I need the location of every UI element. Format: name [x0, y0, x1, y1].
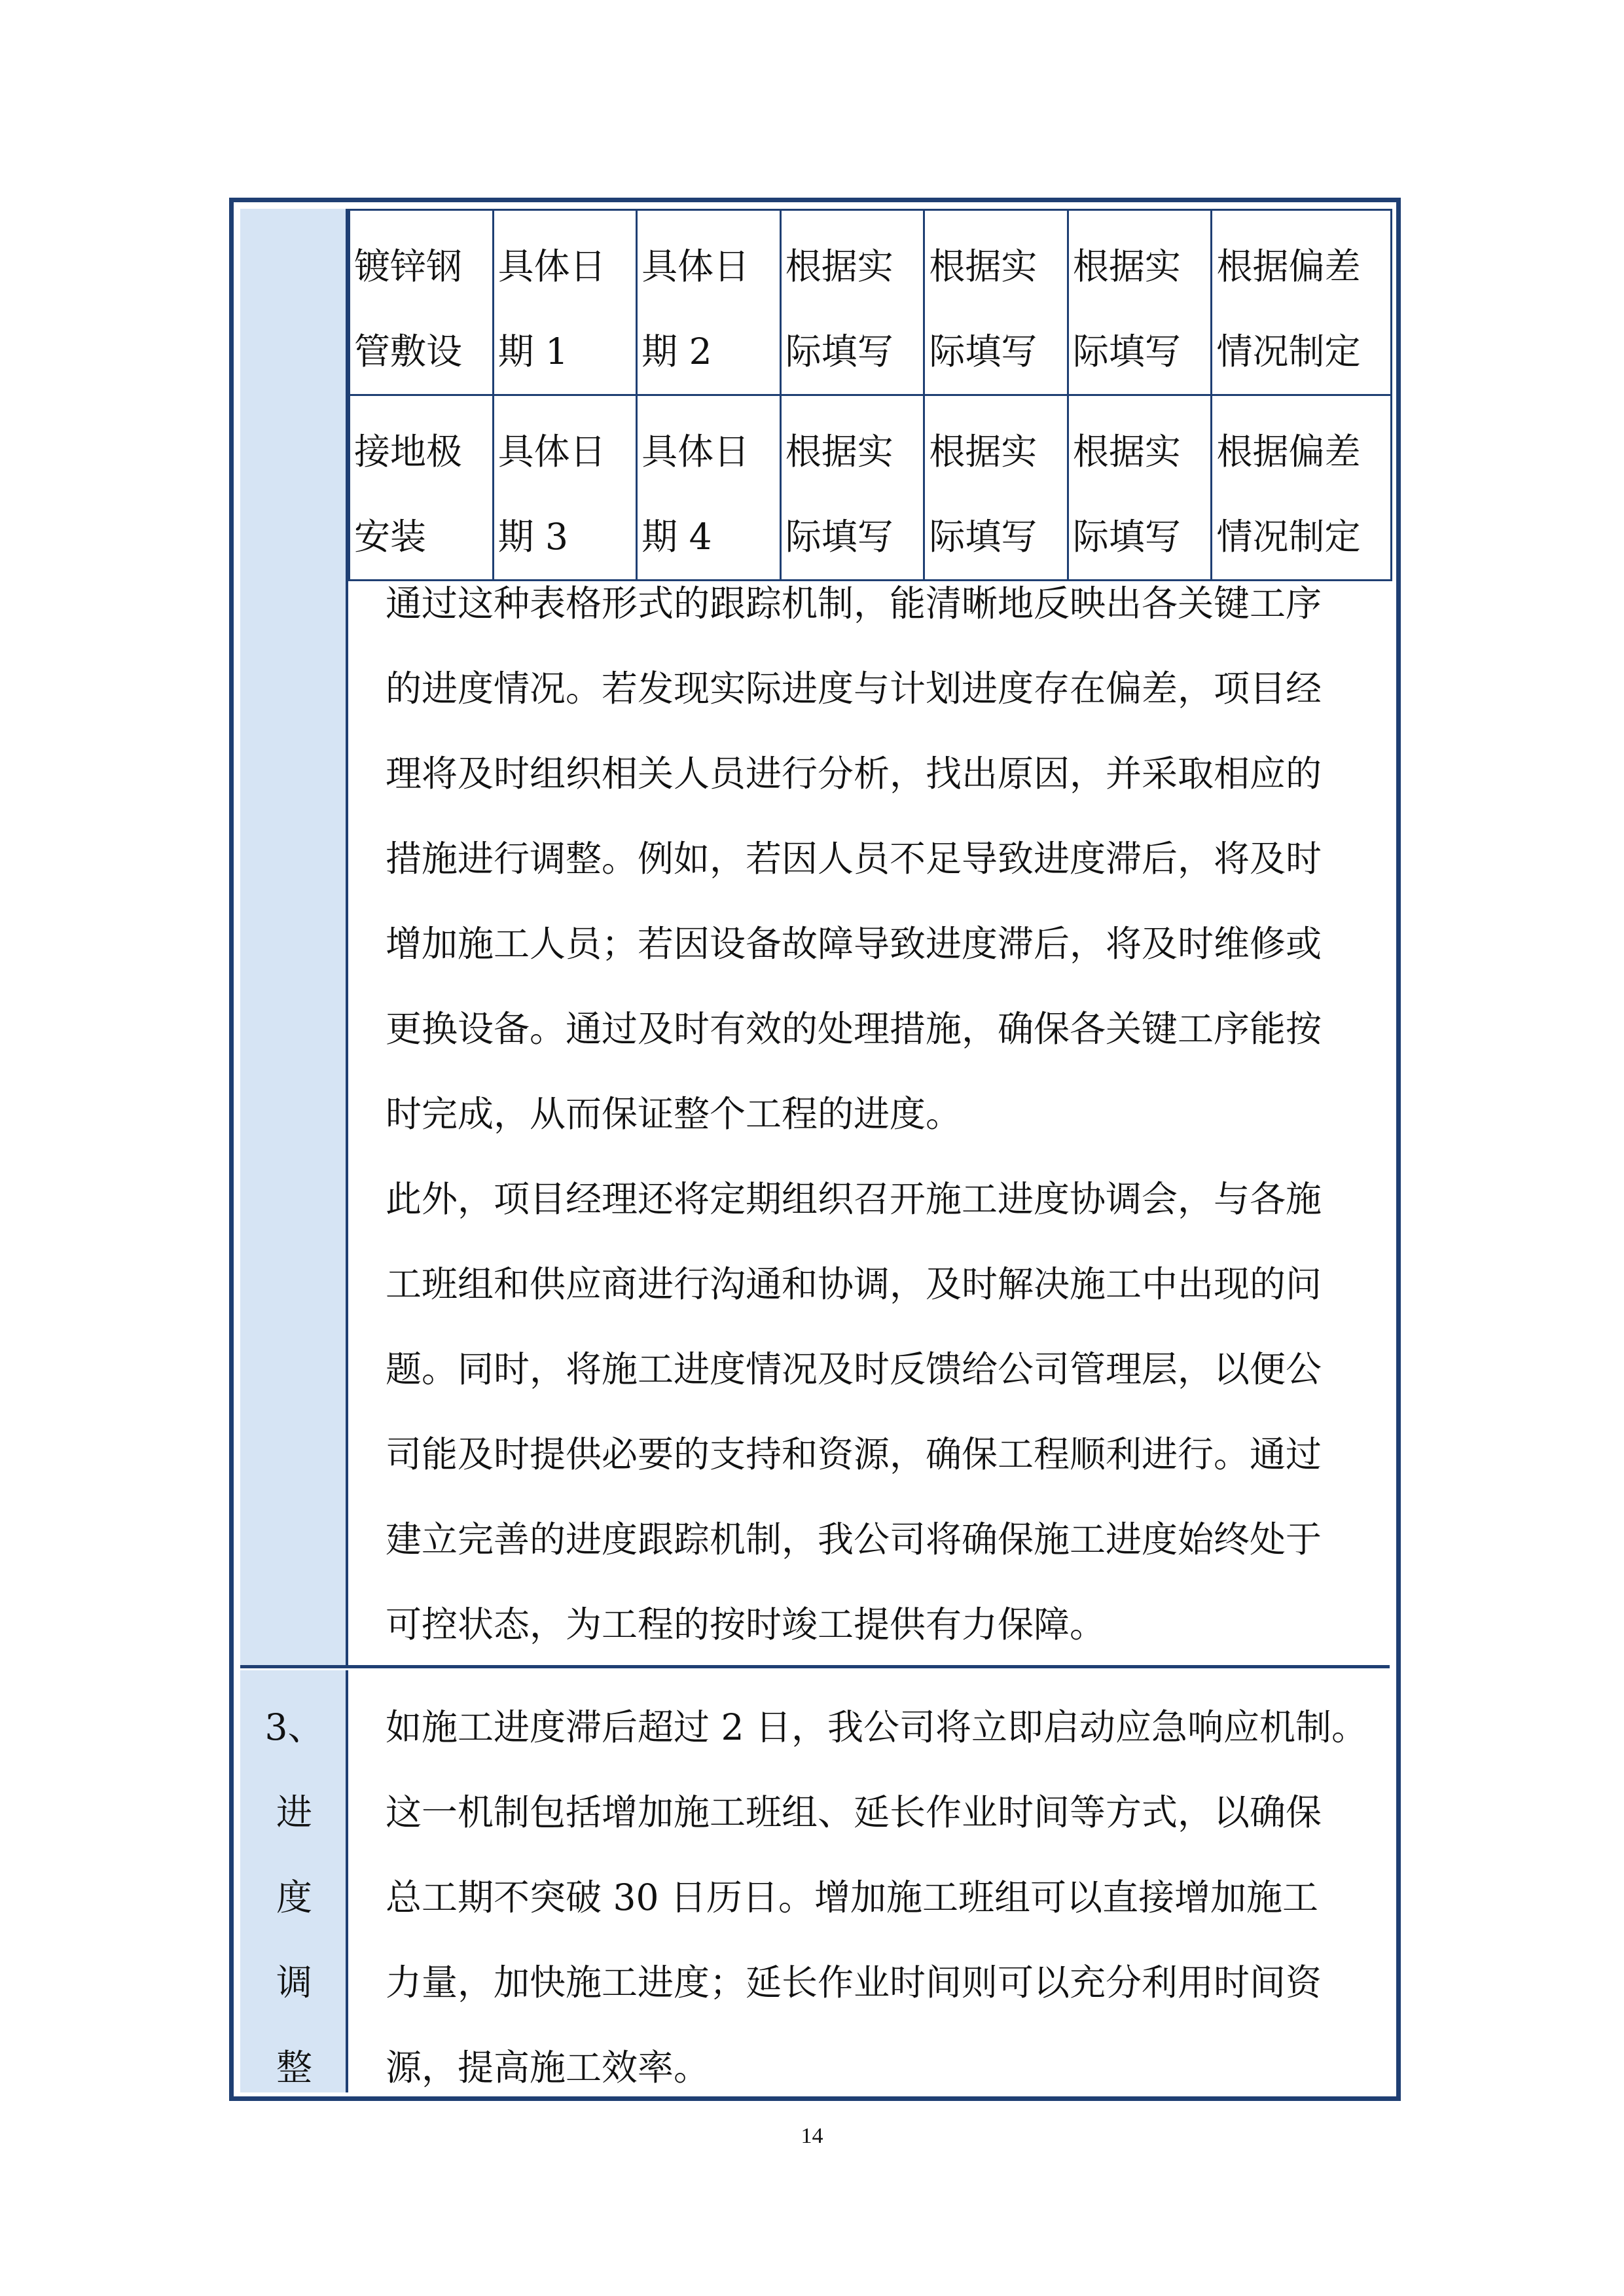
section-label-schedule-adjustment: 3、 进 度 调 整: [264, 1706, 324, 2089]
paragraph-tracking-explanation: 通过这种表格形式的跟踪机制，能清晰地反映出各关键工序 的进度情况。若发现实际进度与计划进度存在偏差，项目经 理将及时组织相关人员进行分析，找出原因，并采取相应的 措施进行调整。例如，若因人员不足导致进度滞后，将及时 增加施工人员；若因设备故障导致进度滞后，将及时维修或 更换设备。通过及时有效的处理措施，确保各关键工序能按 时完成，从而保证整个工程的进度。: [386, 583, 1322, 1135]
table-cell-plan-end: 具体日 期 2: [637, 210, 781, 395]
table-cell-actual-start: 根据实 际填写: [780, 395, 924, 581]
document-frame: [229, 198, 1401, 2101]
table-cell-plan-start: 具体日 期 1: [493, 210, 637, 395]
paragraph-coordination-meetings: 此外，项目经理还将定期组织召开施工进度协调会，与各施 工班组和供应商进行沟通和协调，及时解决施工中出现的问 题。同时，将施工进度情况及时反馈给公司管理层，以便公 司能及时提供必要的支持和资源，确保工程顺利进行。通过 建立完善的进度跟踪机制，我公司将确保施工进度始终处于 可控状态，为工程的按时竣工提供有力保障。: [386, 1178, 1322, 1645]
section-divider: [240, 1665, 1390, 1668]
table-cell-plan-end: 具体日 期 4: [637, 395, 781, 581]
table-row: [350, 210, 1392, 395]
page-number: 14: [801, 2124, 823, 2148]
table-cell-plan-start: 具体日 期 3: [493, 395, 637, 581]
table-cell-measures: 根据偏差 情况制定: [1212, 210, 1392, 395]
table-cell-measures: 根据偏差 情况制定: [1212, 395, 1392, 581]
left-column-shade-top: [240, 209, 348, 1668]
table-cell-item: 镀锌钢 管敷设: [350, 210, 494, 395]
table-cell-deviation: 根据实 际填写: [1068, 395, 1212, 581]
table-cell-actual-start: 根据实 际填写: [780, 210, 924, 395]
table-row: [350, 395, 1392, 581]
table-cell-actual-end: 根据实 际填写: [924, 395, 1068, 581]
paragraph-emergency-response: 如施工进度滞后超过 2 日，我公司将立即启动应急响应机制。 这一机制包括增加施工班组、延长作业时间等方式，以确保 总工期不突破 30 日历日。增加施工班组可以直接增加施工 力量，加快施工进度；延长作业时间则可以充分利用时间资 源，提高施工效率。: [386, 1706, 1367, 2089]
table-cell-deviation: 根据实 际填写: [1068, 210, 1212, 395]
progress-tracking-table: [348, 209, 1392, 581]
table-cell-actual-end: 根据实 际填写: [924, 210, 1068, 395]
table-cell-item: 接地极 安装: [350, 395, 494, 581]
